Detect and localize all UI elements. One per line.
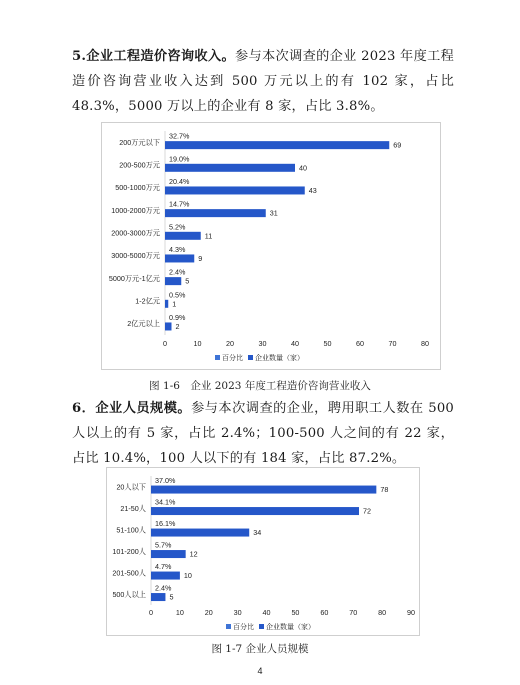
legend-swatch-percent — [215, 355, 220, 360]
x-tick-label: 50 — [323, 339, 332, 348]
percent-label: 14.7% — [169, 199, 190, 209]
figure-1-7-caption: 图 1-7 企业人员规模 — [211, 643, 309, 655]
percent-label: 19.0% — [169, 154, 190, 164]
percent-label: 4.7% — [155, 562, 172, 572]
x-tick-label: 60 — [320, 608, 329, 617]
value-label: 1 — [172, 299, 177, 309]
x-tick-label: 30 — [258, 339, 267, 348]
value-label: 5 — [185, 276, 190, 286]
x-tick-label: 70 — [388, 339, 397, 348]
bar — [165, 322, 172, 330]
x-tick-label: 30 — [233, 608, 242, 617]
category-label: 20人以下 — [116, 482, 146, 492]
category-label: 2亿元以上 — [127, 319, 160, 329]
value-label: 34 — [253, 528, 262, 538]
x-tick-label: 90 — [407, 608, 415, 617]
x-tick-label: 80 — [378, 608, 387, 617]
staff-size-chart-svg — [107, 468, 419, 635]
bar — [165, 186, 305, 194]
legend-label-count: 企业数量（家） — [266, 624, 315, 631]
value-label: 72 — [363, 506, 371, 516]
legend-swatch-count — [248, 355, 253, 360]
value-label: 69 — [393, 140, 402, 150]
percent-label: 4.3% — [169, 244, 186, 254]
bar — [165, 232, 201, 240]
value-label: 10 — [183, 571, 192, 581]
revenue-chart — [101, 122, 441, 370]
value-label: 40 — [299, 163, 307, 173]
x-tick-label: 0 — [149, 608, 153, 617]
bar — [151, 550, 186, 558]
percent-label: 2.4% — [155, 583, 172, 593]
section5-paragraph — [72, 44, 454, 119]
percent-label: 34.1% — [155, 497, 176, 507]
category-label: 101-200人 — [112, 546, 146, 556]
bar — [165, 209, 266, 217]
percent-label: 16.1% — [155, 519, 176, 529]
category-label: 1000-2000万元 — [111, 205, 160, 215]
bar — [151, 529, 249, 537]
revenue-chart-svg — [102, 123, 440, 369]
bar — [151, 507, 359, 515]
x-tick-label: 40 — [291, 339, 299, 348]
value-label: 43 — [308, 185, 317, 195]
value-label: 11 — [204, 231, 213, 241]
value-label: 9 — [198, 253, 203, 263]
category-label: 200-500万元 — [119, 160, 160, 170]
bar — [165, 141, 389, 149]
category-label: 3000-5000万元 — [111, 251, 160, 261]
category-label: 201-500人 — [112, 568, 146, 578]
percent-label: 32.7% — [169, 131, 190, 141]
x-tick-label: 50 — [291, 608, 300, 617]
bar — [165, 164, 295, 172]
category-label: 21-50人 — [120, 503, 146, 513]
value-label: 2 — [175, 321, 180, 331]
value-label: 5 — [169, 592, 174, 602]
x-tick-label: 0 — [163, 339, 167, 348]
section6-heading: 6．企业人员规模。 — [72, 401, 192, 416]
value-label: 12 — [189, 549, 198, 559]
legend-label-percent: 百分比 — [233, 624, 254, 631]
bar — [165, 300, 168, 308]
section6-body: 参与本次调查的企业，聘用职工人数在 500 人以上的有 5 家，占比 2.4%；100-500 人之间的有 22 家，占比 10.4%，100 人以下的有 184 家，占比 87.2%。 — [72, 401, 455, 466]
x-tick-label: 60 — [356, 339, 364, 348]
legend-label-count: 企业数量（家） — [255, 355, 304, 362]
bar — [151, 572, 180, 580]
category-label: 5000万元-1亿元 — [108, 273, 160, 283]
x-tick-label: 40 — [262, 608, 271, 617]
category-label: 500人以上 — [112, 589, 146, 599]
bar — [151, 593, 165, 601]
bar — [151, 486, 376, 494]
category-label: 51-100人 — [116, 525, 146, 535]
category-label: 1-2亿元 — [135, 296, 160, 306]
percent-label: 5.2% — [169, 222, 186, 232]
x-tick-label: 10 — [175, 608, 184, 617]
page-number: 4 — [257, 666, 263, 676]
section5-heading: 5.企业工程造价咨询收入。 — [72, 49, 235, 64]
category-label: 200万元以下 — [119, 137, 160, 147]
x-tick-label: 10 — [193, 339, 202, 348]
percent-label: 2.4% — [169, 267, 186, 277]
category-label: 2000-3000万元 — [111, 228, 160, 238]
percent-label: 37.0% — [155, 476, 176, 486]
category-label: 500-1000万元 — [115, 183, 160, 193]
x-tick-label: 20 — [204, 608, 213, 617]
x-tick-label: 20 — [226, 339, 234, 348]
percent-label: 20.4% — [169, 176, 190, 186]
value-label: 78 — [380, 485, 389, 495]
x-tick-label: 70 — [349, 608, 358, 617]
value-label: 31 — [269, 208, 278, 218]
percent-label: 0.9% — [169, 312, 186, 322]
bar — [165, 254, 194, 262]
legend-swatch-percent — [226, 624, 231, 629]
section5-body: 参与本次调查的企业 2023 年度工程造价咨询营业收入达到 500 万元以上的有 102 家，占比48.3%，5000 万以上的企业有 8 家，占比 3.8%。 — [72, 49, 454, 114]
percent-label: 5.7% — [155, 540, 172, 550]
section6-paragraph — [72, 396, 454, 471]
x-tick-label: 80 — [421, 339, 429, 348]
legend-label-percent: 百分比 — [222, 355, 243, 362]
figure-1-6-caption: 图 1-6 企业 2023 年度工程造价咨询营业收入 — [149, 380, 371, 392]
bar — [165, 277, 181, 285]
legend-swatch-count — [259, 624, 264, 629]
staff-size-chart — [106, 467, 420, 636]
percent-label: 0.5% — [169, 290, 186, 300]
